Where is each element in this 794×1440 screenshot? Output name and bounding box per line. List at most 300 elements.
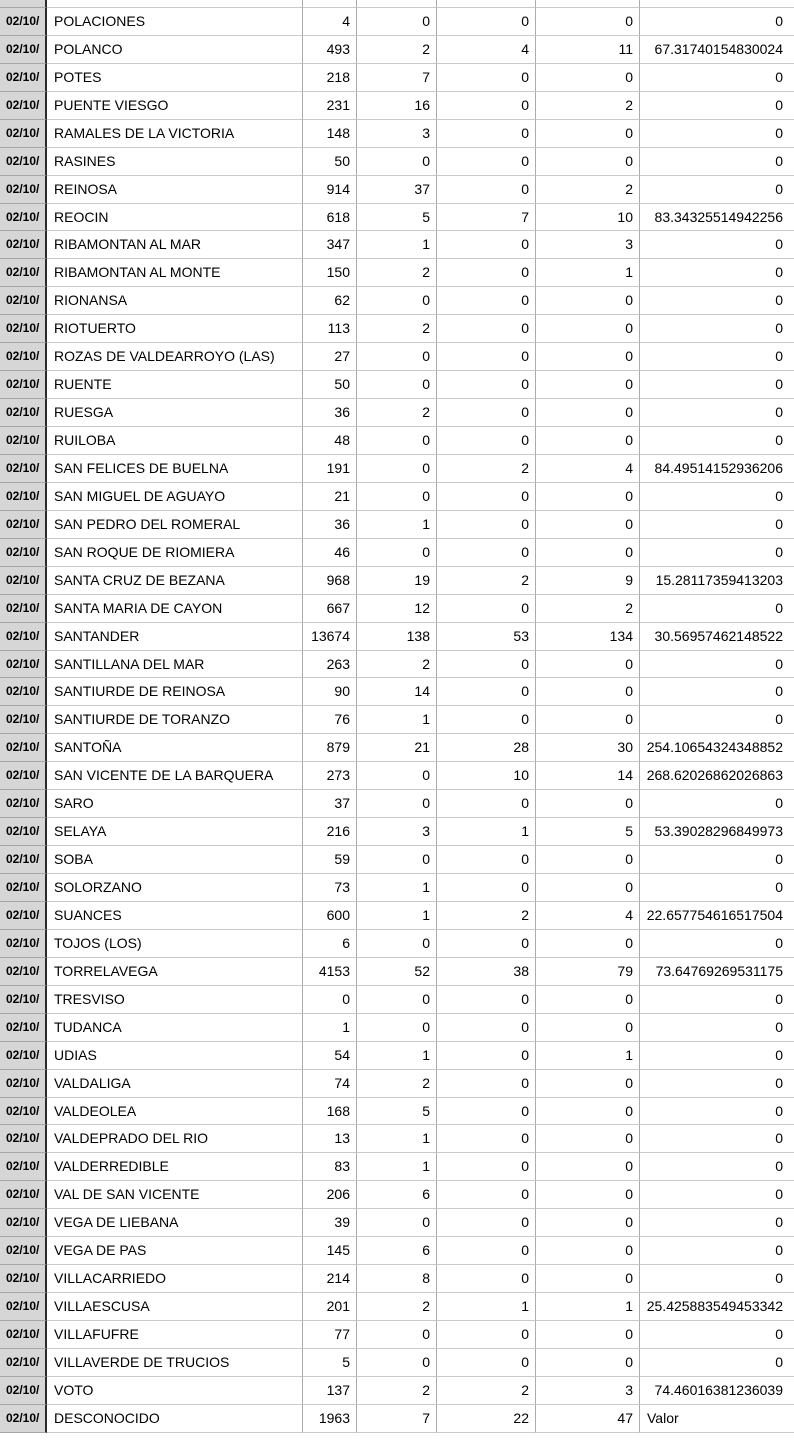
value-cell-4: 79 [536,958,640,986]
value-cell-2: 2 [357,399,437,427]
value-cell-5: 0 [640,678,794,706]
value-cell-3: 2 [437,902,536,930]
value-cell-5: 0 [640,8,794,36]
municipality-cell: SAN MIGUEL DE AGUAYO [47,483,303,511]
value-cell-2: 3 [357,818,437,846]
value-cell-2: 0 [357,8,437,36]
value-cell-2: 6 [357,1181,437,1209]
value-cell-4: 4 [536,455,640,483]
table-row [0,92,794,120]
value-cell-1: 83 [303,1153,357,1181]
value-cell-1: 148 [303,120,357,148]
value-cell-5: 74.46016381236039 [640,1377,794,1405]
table-row [0,483,794,511]
value-cell-4: 0 [536,1321,640,1349]
date-cell: 02/10/ [0,567,47,595]
value-cell-4: 1 [536,1042,640,1070]
date-cell: 02/10/ [0,595,47,623]
value-cell-5: 25.425883549453342 [640,1293,794,1321]
value-cell-2: 0 [357,343,437,371]
municipality-cell: REOCIN [47,204,303,232]
table-row [0,427,794,455]
date-cell: 02/10/ [0,1209,47,1237]
value-cell-3: 7 [437,204,536,232]
value-cell-2: 138 [357,623,437,651]
value-cell-4: 0 [536,986,640,1014]
date-cell: 02/10/ [0,986,47,1014]
date-cell: 02/10/ [0,818,47,846]
value-cell-3: 0 [437,1181,536,1209]
municipality-cell: SARO [47,790,303,818]
value-cell-2: 2 [357,36,437,64]
date-cell: 02/10/ [0,1153,47,1181]
value-cell-5: 0 [640,1209,794,1237]
value-cell-1: 27 [303,343,357,371]
date-cell: 02/10/ [0,539,47,567]
value-cell-3: 0 [437,651,536,679]
value-cell-1: 4 [303,8,357,36]
table-row [0,1209,794,1237]
value-cell-3: 0 [437,595,536,623]
value-cell-5: 254.10654324348852 [640,734,794,762]
value-cell-1: 5 [303,1349,357,1377]
municipality-cell: REINOSA [47,176,303,204]
table-row [0,567,794,595]
date-cell: 02/10/ [0,874,47,902]
value-cell-5: 0 [640,1070,794,1098]
value-cell-3: 0 [437,120,536,148]
value-cell-2: 0 [357,483,437,511]
value-cell-3: 0 [437,1098,536,1126]
table-row [0,595,794,623]
date-cell: 02/10/ [0,455,47,483]
municipality-cell: POLACIONES [47,8,303,36]
date-cell: 02/10/ [0,678,47,706]
value-cell-4: 0 [536,1181,640,1209]
value-cell-3: 0 [437,1349,536,1377]
municipality-cell: SAN VICENTE DE LA BARQUERA [47,762,303,790]
value-cell-5: 0 [640,120,794,148]
value-cell-1: 1963 [303,1405,357,1433]
value-cell-2: 0 [357,1349,437,1377]
value-cell-4: 3 [536,1377,640,1405]
value-cell-5: 0 [640,1265,794,1293]
value-cell-4: 0 [536,64,640,92]
value-cell-3: 28 [437,734,536,762]
value-cell-4: 0 [536,1098,640,1126]
value-cell-5: 0 [640,1349,794,1377]
value-cell-2: 7 [357,64,437,92]
value-cell-1: 74 [303,1070,357,1098]
municipality-cell: RIBAMONTAN AL MAR [47,231,303,259]
value-cell-2: 16 [357,92,437,120]
value-cell-2: 14 [357,678,437,706]
municipality-cell: VALDEOLEA [47,1098,303,1126]
value-cell-3: 0 [437,678,536,706]
value-cell-1: 231 [303,92,357,120]
value-cell-4: 0 [536,678,640,706]
value-cell-1: 13 [303,1125,357,1153]
municipality-cell: SANTILLANA DEL MAR [47,651,303,679]
value-cell-4: 0 [536,483,640,511]
value-cell-2: 0 [357,1321,437,1349]
table-row [0,902,794,930]
value-cell-5: 0 [640,1014,794,1042]
date-cell: 02/10/ [0,651,47,679]
value-cell-1: 50 [303,148,357,176]
value-cell-4: 4 [536,902,640,930]
date-cell: 02/10/ [0,64,47,92]
value-cell-4: 0 [536,846,640,874]
date-cell: 02/10/ [0,1125,47,1153]
date-cell: 02/10/ [0,1237,47,1265]
value-cell-2: 1 [357,1042,437,1070]
municipality-cell: VALDALIGA [47,1070,303,1098]
table-row-clipped [0,0,794,8]
municipality-cell: UDIAS [47,1042,303,1070]
value-cell-4: 0 [536,706,640,734]
date-cell: 02/10/ [0,399,47,427]
municipality-cell: RASINES [47,148,303,176]
table-row [0,623,794,651]
value-cell-2: 3 [357,120,437,148]
table-row [0,399,794,427]
value-cell-3: 0 [437,1070,536,1098]
value-cell-5: 0 [640,371,794,399]
date-cell: 02/10/ [0,231,47,259]
value-cell-5: 0 [640,148,794,176]
date-cell: 02/10/ [0,706,47,734]
value-cell-2: 52 [357,958,437,986]
date-cell: 02/10/ [0,176,47,204]
value-cell-4: 0 [536,343,640,371]
value-cell-5: 0 [640,706,794,734]
table-row [0,734,794,762]
table-row [0,1153,794,1181]
value-cell-3: 0 [437,1321,536,1349]
table-row [0,762,794,790]
value-cell-5: 0 [640,1321,794,1349]
municipality-cell: SANTIURDE DE TORANZO [47,706,303,734]
value-cell-2: 1 [357,1125,437,1153]
value-cell-1: 493 [303,36,357,64]
value-cell-5: 0 [640,539,794,567]
table-row [0,511,794,539]
value-cell-5: 15.28117359413203 [640,567,794,595]
value-cell-4: 0 [536,371,640,399]
value-cell-3: 0 [437,64,536,92]
municipality-cell: VILLAESCUSA [47,1293,303,1321]
value-cell-4: 0 [536,539,640,567]
value-cell-4: 0 [536,1153,640,1181]
value-cell-3: 0 [437,511,536,539]
value-cell-1: 21 [303,483,357,511]
date-cell: 02/10/ [0,846,47,874]
value-cell-2: 0 [357,287,437,315]
date-cell: 02/10/ [0,287,47,315]
value-cell-2: 1 [357,511,437,539]
value-cell-1: 600 [303,902,357,930]
value-cell-1: 76 [303,706,357,734]
date-cell: 02/10/ [0,1098,47,1126]
value-cell-4: 1 [536,1293,640,1321]
value-cell-5: 84.49514152936206 [640,455,794,483]
table-row [0,1293,794,1321]
value-cell-4: 0 [536,1237,640,1265]
municipality-cell: SOLORZANO [47,874,303,902]
value-cell-4: 0 [536,1265,640,1293]
value-cell-4: 0 [536,930,640,958]
municipality-cell: SANTA MARIA DE CAYON [47,595,303,623]
value-cell-2: 5 [357,204,437,232]
value-cell-1: 36 [303,399,357,427]
value-cell-1: 62 [303,287,357,315]
municipality-cell: DESCONOCIDO [47,1405,303,1433]
municipality-cell: POLANCO [47,36,303,64]
value-cell-5: 0 [640,231,794,259]
value-cell-1: 168 [303,1098,357,1126]
table-row [0,874,794,902]
table-row [0,231,794,259]
value-cell-2: 2 [357,651,437,679]
table-row [0,1125,794,1153]
date-cell: 02/10/ [0,259,47,287]
value-cell-5: 268.62026862026863 [640,762,794,790]
value-cell-4: 2 [536,595,640,623]
value-cell-3: 0 [437,539,536,567]
municipality-cell: VEGA DE LIEBANA [47,1209,303,1237]
municipality-cell: VILLAFUFRE [47,1321,303,1349]
value-cell-2: 2 [357,259,437,287]
value-cell-4: 0 [536,511,640,539]
date-cell: 02/10/ [0,1321,47,1349]
value-cell-1: 879 [303,734,357,762]
table-row [0,1377,794,1405]
value-cell-3: 0 [437,1209,536,1237]
value-cell-3: 0 [437,231,536,259]
value-cell-1: 191 [303,455,357,483]
value-cell-3: 0 [437,1265,536,1293]
municipality-cell: SUANCES [47,902,303,930]
value-cell-4: 0 [536,8,640,36]
value-cell-5: 0 [640,1098,794,1126]
value-cell-4: 10 [536,204,640,232]
value-cell-1: 4153 [303,958,357,986]
value-cell-3: 4 [437,36,536,64]
value-cell-5: 22.657754616517504 [640,902,794,930]
date-cell: 02/10/ [0,371,47,399]
value-cell-1: 914 [303,176,357,204]
value-cell-5: 0 [640,287,794,315]
value-cell-5: 0 [640,986,794,1014]
date-cell: 02/10/ [0,8,47,36]
value-cell-3: 0 [437,846,536,874]
value-cell-4: 0 [536,1070,640,1098]
value-cell-3: 0 [437,92,536,120]
value-cell-1: 347 [303,231,357,259]
value-cell-5: 0 [640,259,794,287]
table-row [0,259,794,287]
value-cell-3: 0 [437,287,536,315]
value-cell-2: 2 [357,1293,437,1321]
value-cell-5: 0 [640,1125,794,1153]
value-cell-1: 13674 [303,623,357,651]
value-cell-5: 0 [640,1237,794,1265]
municipality-cell: RUESGA [47,399,303,427]
value-cell-4: 3 [536,231,640,259]
value-cell-4: 0 [536,651,640,679]
table-row [0,846,794,874]
value-cell-5: 0 [640,790,794,818]
table-row [0,1349,794,1377]
date-cell: 02/10/ [0,1349,47,1377]
municipality-cell: RIOTUERTO [47,315,303,343]
date-cell: 02/10/ [0,204,47,232]
value-cell-3: 0 [437,790,536,818]
municipality-cell: SANTANDER [47,623,303,651]
value-cell-5: 53.39028296849973 [640,818,794,846]
municipality-cell: SANTA CRUZ DE BEZANA [47,567,303,595]
municipality-cell: SAN FELICES DE BUELNA [47,455,303,483]
municipality-cell: POTES [47,64,303,92]
value-cell-1: 1 [303,1014,357,1042]
value-cell-5: 0 [640,930,794,958]
date-cell: 02/10/ [0,343,47,371]
date-cell: 02/10/ [0,36,47,64]
municipality-cell: RUENTE [47,371,303,399]
table-row [0,148,794,176]
municipality-cell: SANTOÑA [47,734,303,762]
value-cell-3: 53 [437,623,536,651]
municipality-cell [47,0,303,8]
value-cell-3: 0 [437,1237,536,1265]
value-cell-2: 1 [357,902,437,930]
value-cell-3: 0 [437,259,536,287]
value-cell-4: 0 [536,315,640,343]
table-row [0,371,794,399]
date-cell: 02/10/ [0,734,47,762]
date-cell: 02/10/ [0,148,47,176]
value-cell-3: 22 [437,1405,536,1433]
value-cell-5: 67.31740154830024 [640,36,794,64]
value-cell-1: 206 [303,1181,357,1209]
value-cell-1: 216 [303,818,357,846]
municipality-cell: TUDANCA [47,1014,303,1042]
table-row [0,287,794,315]
value-cell-3: 1 [437,1293,536,1321]
table-row [0,120,794,148]
value-cell-3: 10 [437,762,536,790]
value-cell-4: 0 [536,148,640,176]
value-cell-1: 214 [303,1265,357,1293]
municipality-cell: RAMALES DE LA VICTORIA [47,120,303,148]
value-cell-5: 0 [640,651,794,679]
value-cell-3: 2 [437,1377,536,1405]
value-cell-2: 6 [357,1237,437,1265]
value-cell-1: 201 [303,1293,357,1321]
table-row [0,1181,794,1209]
value-cell-1: 48 [303,427,357,455]
value-cell-2: 37 [357,176,437,204]
value-cell-4: 2 [536,92,640,120]
value-cell-2: 0 [357,1014,437,1042]
value-cell-4 [536,0,640,8]
table-row [0,651,794,679]
municipality-cell: PUENTE VIESGO [47,92,303,120]
value-cell-2: 2 [357,1070,437,1098]
value-cell-4: 2 [536,176,640,204]
value-cell-3: 0 [437,343,536,371]
table-row [0,1042,794,1070]
value-cell-4: 14 [536,762,640,790]
value-cell-5: 0 [640,92,794,120]
value-cell-5: 83.34325514942256 [640,204,794,232]
value-cell-3: 0 [437,399,536,427]
value-cell-3: 0 [437,148,536,176]
value-cell-2: 0 [357,762,437,790]
table-row [0,204,794,232]
value-cell-5: 73.64769269531175 [640,958,794,986]
municipality-cell: RUILOBA [47,427,303,455]
value-cell-2: 0 [357,148,437,176]
date-cell: 02/10/ [0,483,47,511]
value-cell-4: 11 [536,36,640,64]
date-cell: 02/10/ [0,1293,47,1321]
value-cell-4: 134 [536,623,640,651]
value-cell-2: 1 [357,706,437,734]
value-cell-3: 0 [437,483,536,511]
municipality-cell: TRESVISO [47,986,303,1014]
value-cell-4: 0 [536,790,640,818]
value-cell-5: 0 [640,176,794,204]
value-cell-1: 54 [303,1042,357,1070]
value-cell-2: 0 [357,455,437,483]
value-cell-4: 47 [536,1405,640,1433]
table-row [0,455,794,483]
value-cell-2 [357,0,437,8]
value-cell-2: 0 [357,1209,437,1237]
table-row [0,678,794,706]
table-row [0,176,794,204]
value-cell-5: 0 [640,846,794,874]
value-cell-4: 0 [536,1349,640,1377]
value-cell-4: 0 [536,287,640,315]
value-cell-5: 0 [640,483,794,511]
date-cell: 02/10/ [0,930,47,958]
value-cell-3: 0 [437,1042,536,1070]
table-row [0,706,794,734]
municipality-cell: RIONANSA [47,287,303,315]
value-cell-2: 1 [357,1153,437,1181]
table-body [0,8,794,1433]
value-cell-1: 90 [303,678,357,706]
value-cell-2: 1 [357,874,437,902]
table-row [0,1014,794,1042]
value-cell-2: 0 [357,986,437,1014]
value-cell-2: 0 [357,539,437,567]
value-cell-3: 0 [437,176,536,204]
value-cell-3: 0 [437,706,536,734]
municipality-cell: VAL DE SAN VICENTE [47,1181,303,1209]
date-cell [0,0,47,8]
value-cell-2: 8 [357,1265,437,1293]
value-cell-1: 145 [303,1237,357,1265]
date-cell: 02/10/ [0,1042,47,1070]
date-cell: 02/10/ [0,511,47,539]
municipality-cell: TORRELAVEGA [47,958,303,986]
value-cell-1: 150 [303,259,357,287]
value-cell-1: 77 [303,1321,357,1349]
